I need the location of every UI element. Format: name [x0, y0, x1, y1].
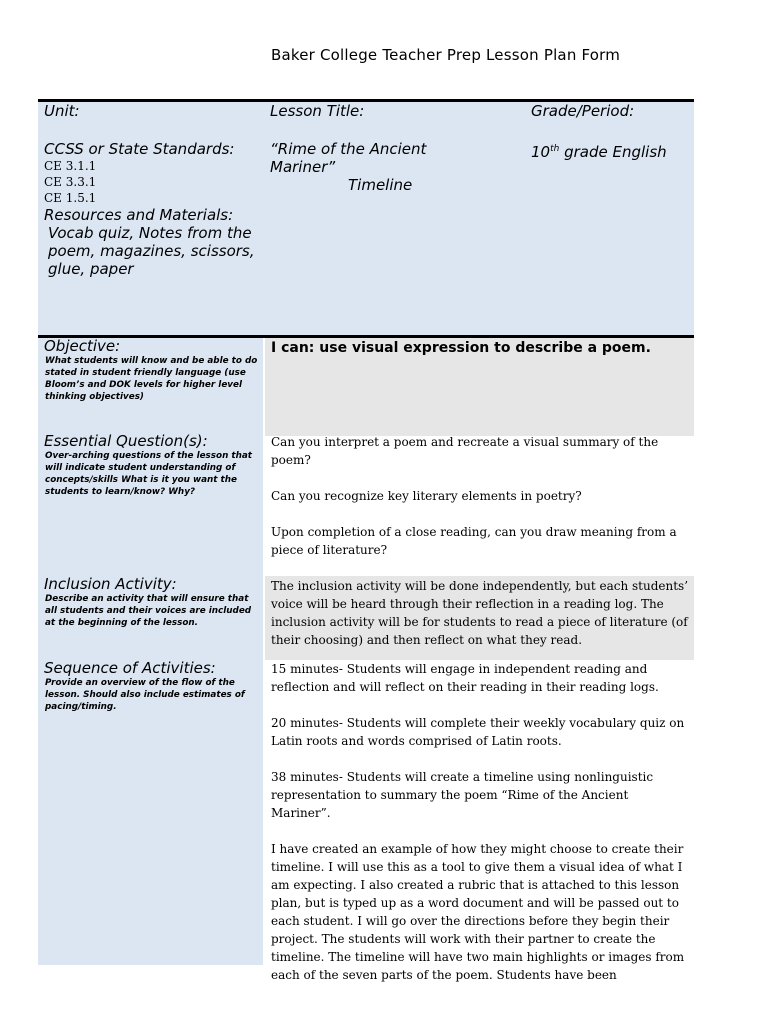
- standard-item: CE 1.5.1: [44, 191, 97, 205]
- grade-label: Grade/Period:: [531, 102, 635, 120]
- essential-label: Essential Question(s):: [44, 432, 208, 450]
- sequence-hint: Provide an overview of the flow of the lesson. Should also include estimates of pacing/timing.: [45, 678, 245, 712]
- inclusion-label: Inclusion Activity:: [44, 575, 177, 593]
- inclusion-hint: Describe an activity that will ensure that all students and their voices are included at the beginning of the lesson.: [45, 594, 252, 628]
- objective-label: Objective:: [44, 337, 121, 355]
- sequence-label: Sequence of Activities:: [44, 659, 216, 677]
- objective-text: I can: use visual expression to describe a poem.: [271, 340, 651, 356]
- essential-question: Upon completion of a close reading, can you draw meaning from a piece of literature?: [271, 525, 677, 557]
- standard-item: CE 3.3.1: [44, 175, 97, 189]
- sequence-step: 15 minutes- Students will engage in independent reading and reflection and will reflect on their reading in their reading logs.: [271, 662, 659, 694]
- sequence-step: 38 minutes- Students will create a timeline using nonlinguistic representation to summary the poem “Rime of the Ancient Mariner”.: [271, 770, 654, 820]
- resources-text: Vocab quiz, Notes from the poem, magazines, scissors, glue, paper: [48, 224, 255, 278]
- sequence-row: [38, 659, 694, 982]
- essential-value-cell: [265, 433, 694, 576]
- lesson-title-value: “Rime of the Ancient Mariner”: [270, 140, 427, 176]
- sequence-step: 20 minutes- Students will complete their weekly vocabulary quiz on Latin roots and words comprised of Latin roots.: [271, 716, 685, 748]
- lesson-title-label: Lesson Title:: [270, 102, 365, 120]
- grade-value: 10th grade English: [531, 143, 667, 161]
- unit-label: Unit:: [44, 102, 80, 120]
- resources-label: Resources and Materials:: [44, 206, 234, 224]
- lesson-title-sub: Timeline: [348, 176, 413, 194]
- essential-question: Can you recognize key literary elements in poetry?: [271, 489, 582, 503]
- standard-item: CE 3.1.1: [44, 159, 97, 173]
- essential-hint: Over-arching questions of the lesson that will indicate student understanding of concepts/skills What is it you want the students to learn/know? Why?: [45, 451, 253, 497]
- lesson-column: [270, 102, 520, 194]
- document-title: Baker College Teacher Prep Lesson Plan Form: [271, 46, 621, 64]
- objective-row: [38, 335, 694, 436]
- inclusion-label-cell: [38, 576, 263, 660]
- standards-label: CCSS or State Standards:: [44, 140, 235, 158]
- objective-value-cell: [265, 338, 694, 436]
- sequence-label-cell: [38, 660, 263, 965]
- objective-label-cell: [38, 338, 263, 436]
- sequence-step: I have created an example of how they might choose to create their timeline. I will use this as a tool to give them a visual idea of what I am expecting. I also created a rubric that is attached to this lesson plan, but is typed up as a word document and will be passed out to each student. I will go over the directions before they begin their project. The students will work with their partner to create the timeline. The timeline will have two main highlights or images from each of the seven parts of the poem. Students have been: [271, 842, 685, 982]
- inclusion-row: [38, 576, 694, 660]
- sequence-value-cell: [265, 660, 694, 982]
- unit-column: [44, 102, 264, 278]
- grade-column: [531, 102, 701, 161]
- inclusion-text: The inclusion activity will be done independently, but each students’ voice will be heard through their reflection in a reading log. The inclusion activity will be for students to read a piece of literature (of their choosing) and then reflect on what they read.: [271, 579, 689, 647]
- essential-row: [38, 433, 694, 576]
- essential-question: Can you interpret a poem and recreate a visual summary of the poem?: [271, 435, 659, 467]
- essential-label-cell: [38, 433, 263, 576]
- inclusion-value-cell: [265, 576, 694, 660]
- objective-hint: What students will know and be able to do stated in student friendly language (use Bloom’s and DOK levels for higher level thinking objectives): [45, 356, 258, 402]
- header-block: [38, 99, 694, 337]
